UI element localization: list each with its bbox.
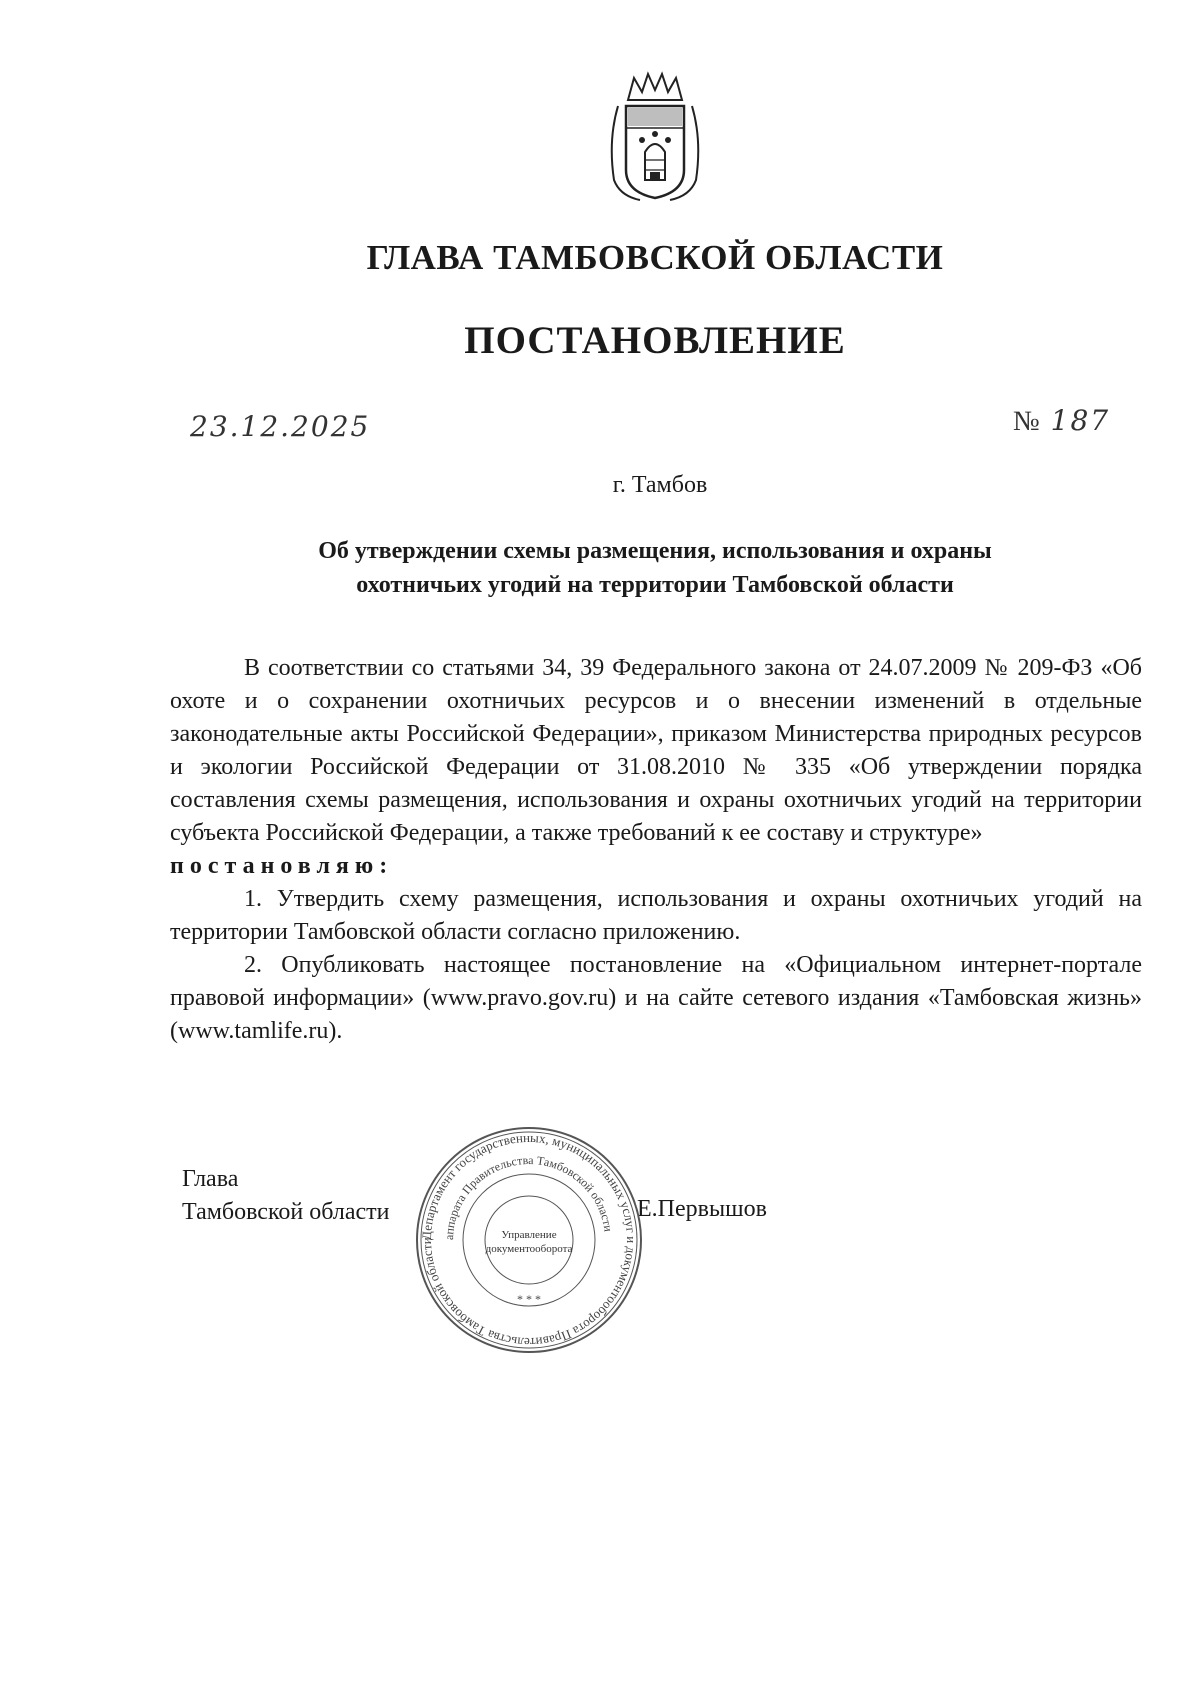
tambov-coat-of-arms-icon (600, 70, 710, 210)
subject-line-1: Об утверждении схемы размещения, использования и охраны (318, 538, 992, 564)
document-number (1013, 404, 1110, 438)
signatory-title (182, 1163, 389, 1229)
resolve-word: постановляю: (170, 853, 394, 879)
preamble-paragraph: В соответствии со статьями 34, 39 Федерального закона от 24.07.2009 № 209-ФЗ «Об охоте и о сохранении охотничьих ресурсов и о внесении изменений в отдельные законодательные акты Российской Федерации», приказом Министерства природных ресурсов и экологии Российской Федерации от 31.08.2010 № 335 «Об утверждении порядка составления схемы размещения, использования и охраны охотничьих угодий на территории субъекта Российской Федерации, а также требований к ее составу и структуре» (170, 655, 1142, 846)
subject-title (165, 534, 1145, 602)
document-date: 23.12.2025 (190, 410, 371, 443)
stamp-middle-text: аппарата Правительства Тамбовской области (441, 1152, 616, 1241)
document-type-heading: ПОСТАНОВЛЕНИЕ (464, 319, 846, 362)
stamp-center-text (462, 1228, 596, 1256)
subject-line-2: охотничьих угодий на территории Тамбовской области (356, 572, 954, 598)
authority-heading: ГЛАВА ТАМБОВСКОЙ ОБЛАСТИ (366, 238, 944, 277)
number-sign: № (1013, 406, 1040, 437)
number-value: 187 (1050, 404, 1111, 437)
item-2: 2. Опубликовать настоящее постановление на «Официальном интернет-портале правовой информации» (www.pravo.gov.ru) и на сайте сетевого издания «Тамбовская жизнь» (www.tamlife.ru). (170, 952, 1142, 1044)
city-line: г. Тамбов (612, 472, 708, 498)
stamp-star: * * * (517, 1292, 541, 1306)
signatory-title-line-1: Глава (182, 1166, 239, 1192)
stamp-outer-text: Департамент государственных, муниципальных услуг и документооборота Правительства Тамбовской области (418, 1129, 640, 1351)
stamp-center-line-2: документооборота (485, 1243, 573, 1255)
document-body (170, 652, 1142, 1048)
stamp-center-line-1: Управление (501, 1229, 557, 1241)
item-1: 1. Утвердить схему размещения, использования и охраны охотничьих угодий на территории Тамбовской области согласно приложению. (170, 886, 1142, 945)
signatory-title-line-2: Тамбовской области (182, 1199, 390, 1225)
signatory-name: Е.Первышов (637, 1196, 767, 1222)
